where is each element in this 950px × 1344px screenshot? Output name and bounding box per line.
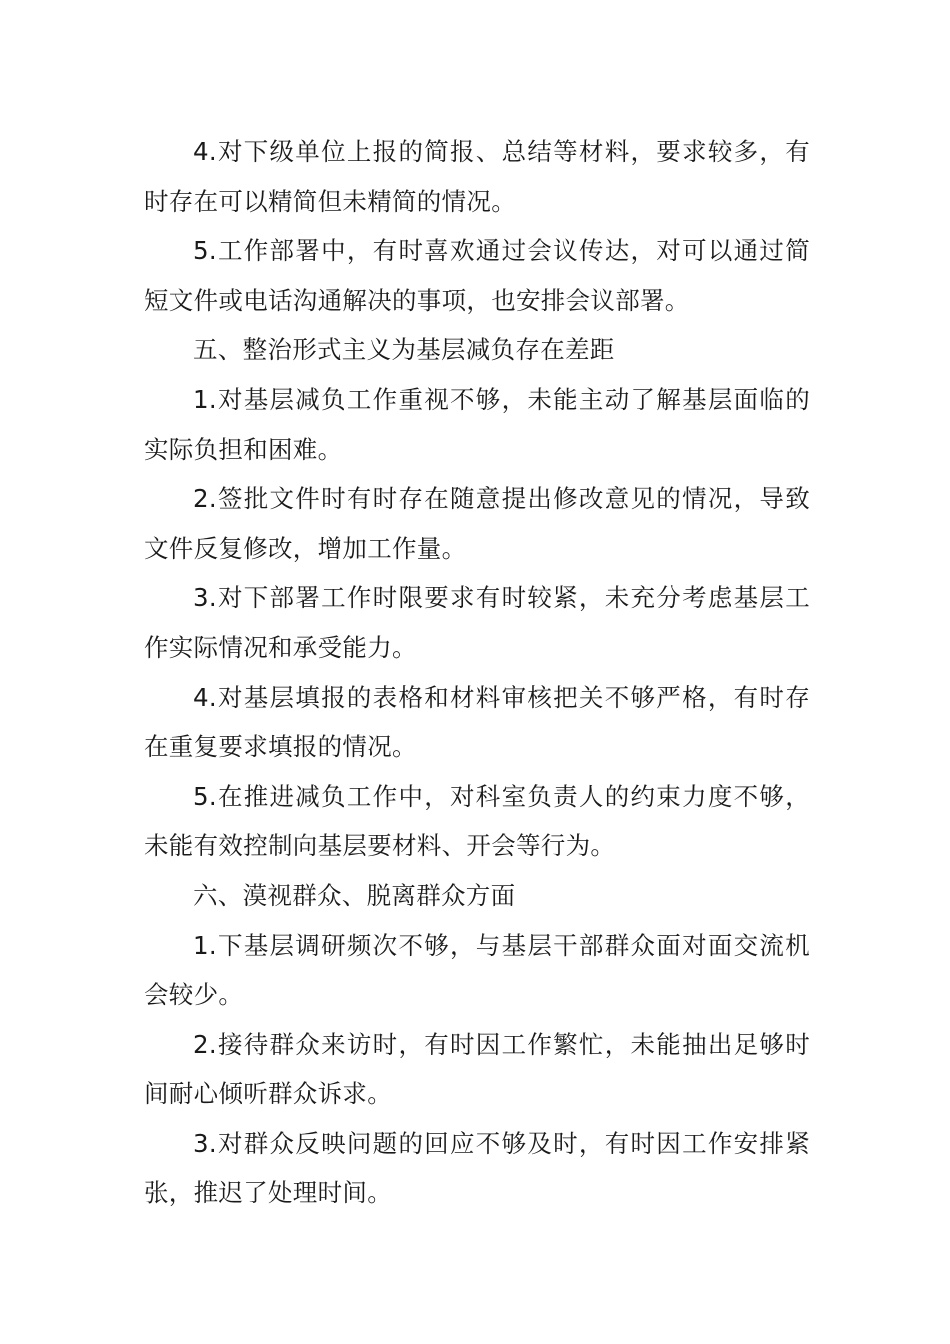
paragraph-item-4-briefing-materials: 4.对下级单位上报的简报、总结等材料，要求较多，有时存在可以精简但未精简的情况。 [144, 137, 810, 216]
paragraph-item-2-document-revisions: 2.签批文件时有时存在随意提出修改意见的情况，导致文件反复修改，增加工作量。 [144, 484, 810, 563]
paragraph-item-4-form-review: 4.对基层填报的表格和材料审核把关不够严格，有时存在重复要求填报的情况。 [144, 682, 810, 762]
paragraph-item-1-grassroots-research: 1.下基层调研频次不够，与基层干部群众面对面交流机会较少。 [144, 930, 810, 1010]
paragraph-item-3-deadlines: 3.对下部署工作时限要求有时较紧，未充分考虑基层工作实际情况和承受能力。 [144, 583, 810, 662]
section-heading-six: 六、漠视群众、脱离群众方面 [193, 880, 516, 910]
paragraph-item-1-burden-reduction: 1.对基层减负工作重视不够，未能主动了解基层面临的实际负担和困难。 [144, 384, 810, 464]
paragraph-item-2-receiving-visitors: 2.接待群众来访时，有时因工作繁忙，未能抽出足够时间耐心倾听群众诉求。 [144, 1029, 810, 1109]
section-heading-five: 五、整治形式主义为基层减负存在差距 [193, 335, 615, 365]
document-body [144, 127, 810, 1218]
paragraph-item-5-meeting-deployment: 5.工作部署中，有时喜欢通过会议传达，对可以通过简短文件或电话沟通解决的事项，也安排会议部署。 [144, 236, 810, 315]
paragraph-item-5-constraint: 5.在推进减负工作中，对科室负责人的约束力度不够，未能有效控制向基层要材料、开会等行为。 [144, 781, 810, 861]
paragraph-item-3-response-timeliness: 3.对群众反映问题的回应不够及时，有时因工作安排紧张，推迟了处理时间。 [144, 1128, 810, 1208]
